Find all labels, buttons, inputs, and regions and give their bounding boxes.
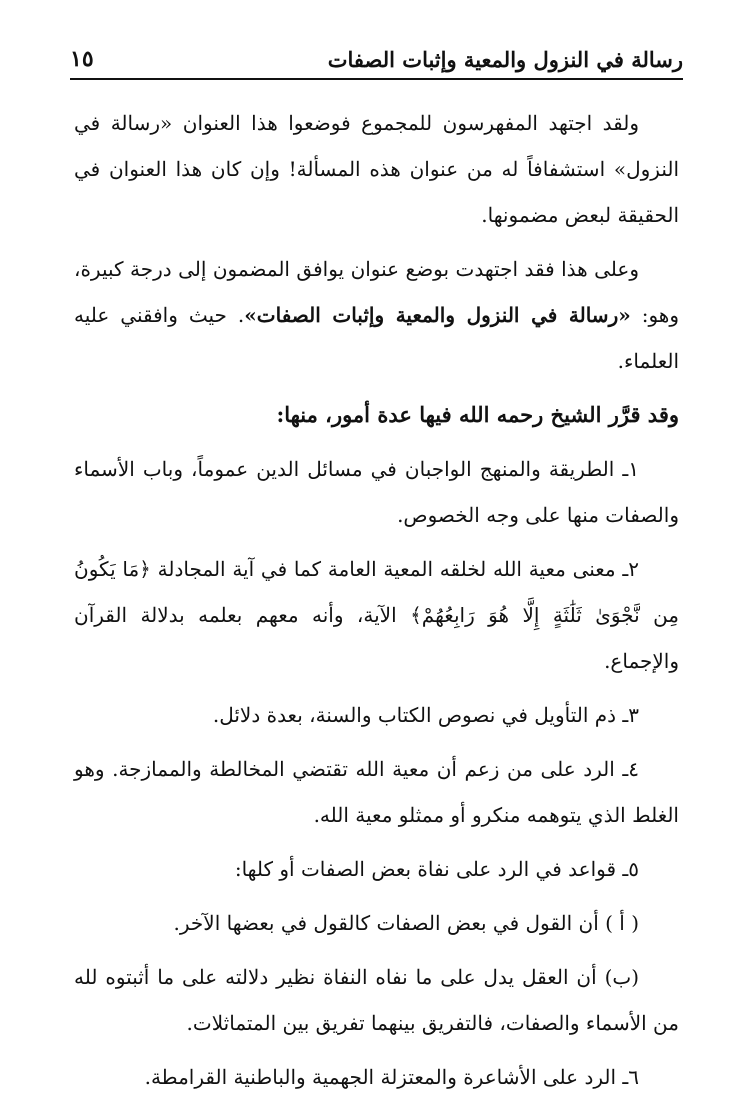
header-title: رسالة في النزول والمعية وإثبات الصفات [327, 46, 683, 72]
paragraph-2 [74, 246, 679, 384]
paragraph-2-end: . حيث وافقني عليه العلماء. [74, 303, 679, 373]
list-item-5b: (ب) أن العقل يدل على ما نفاه النفاة نظير دلالته على ما أثبتوه لله من الأسماء والصفات، فالتفريق بينهما تفريق بين المتماثلات. [74, 965, 679, 1035]
list-item-3: ٣ـ ذم التأويل في نصوص الكتاب والسنة، بعدة دلائل. [212, 703, 639, 727]
running-header [70, 40, 683, 80]
list-item-1: ١ـ الطريقة والمنهج الواجبان في مسائل الدين عموماً، وباب الأسماء والصفات منها على وجه الخصوص. [74, 457, 679, 527]
section-heading: وقد قرَّر الشيخ رحمه الله فيها عدة أمور، منها: [276, 402, 679, 427]
list-item-6: ٦ـ الرد على الأشاعرة والمعتزلة الجهمية والباطنية القرامطة. [144, 1065, 639, 1089]
list-item-4: ٤ـ الرد على من زعم أن معية الله تقتضي المخالطة والممازجة. وهو الغلط الذي يتوهمه منكرو أو ممثلو معية الله. [74, 757, 679, 827]
proposed-title: «رسالة في النزول والمعية وإثبات الصفات» [244, 303, 631, 327]
paragraph-1: ولقد اجتهد المفهرسون للمجموع فوضعوا هذا العنوان «رسالة في النزول» استشفافاً له من عنوان هذه المسألة! وإن كان هذا العنوان في الحقيقة لبعض مضمونها. [74, 111, 679, 227]
list-item-2-end: الآية، وأنه معهم بعلمه بدلالة القرآن والإجماع. [74, 603, 679, 673]
paragraph-2-text: وعلى هذا فقد اجتهدت بوضع عنوان يوافق المضمون إلى درجة كبيرة، وهو: [74, 257, 679, 327]
list-item-2-text: ٢ـ معنى معية الله لخلقه المعية العامة كما في آية المجادلة [150, 557, 640, 581]
body-text [74, 100, 679, 1108]
list-item-5: ٥ـ قواعد في الرد على نفاة بعض الصفات أو كلها: [234, 857, 639, 881]
quran-verse: ﴿مَا يَكُونُ مِن نَّجْوَىٰ ثَلَٰثَةٍ إِلَّا هُوَ رَابِعُهُمْ﴾ [74, 557, 680, 627]
list-item-2 [74, 546, 679, 684]
list-item-5a: ( أ ) أن القول في بعض الصفات كالقول في بعضها الآخر. [173, 911, 639, 935]
page-number: ١٥ [70, 46, 94, 72]
